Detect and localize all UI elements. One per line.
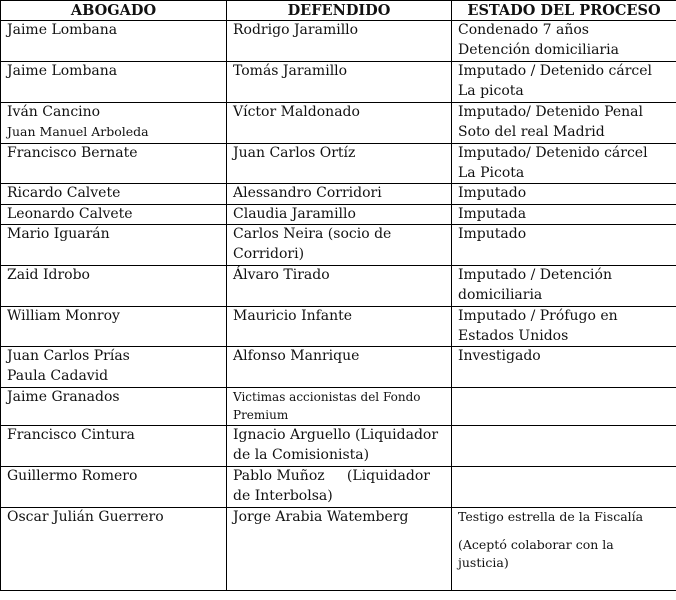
estado-text: (Aceptó colaborar con la — [458, 537, 614, 552]
defendido-cell — [227, 184, 452, 205]
abogado-name: Jaime Granados — [7, 389, 120, 405]
defendido-name: Rodrigo Jaramillo — [233, 22, 359, 38]
abogado-cell — [1, 21, 227, 62]
estado-cell — [452, 266, 676, 307]
estado-cell — [452, 307, 676, 347]
estado-text: Detención domiciliaria — [458, 41, 619, 58]
defendido-name: Pablo Muñoz (Liquidador — [233, 468, 430, 484]
abogado-cell — [1, 347, 227, 388]
table-row — [1, 144, 676, 184]
abogado-name: Ricardo Calvete — [7, 185, 121, 201]
defendido-cell — [227, 388, 452, 426]
defendido-cell — [227, 144, 452, 184]
abogado-cell — [1, 467, 227, 508]
estado-text: Condenado 7 años — [458, 22, 589, 38]
defendido-name: Corridori) — [233, 245, 305, 262]
defendido-cell — [227, 266, 452, 307]
abogado-name: Guillermo Romero — [7, 468, 138, 484]
estado-cell — [452, 426, 676, 467]
abogado-name: Francisco Bernate — [7, 145, 138, 161]
defendido-name: Jorge Arabia Watemberg — [233, 509, 409, 525]
estado-cell — [452, 508, 676, 591]
estado-cell — [452, 184, 676, 205]
estado-text: Estados Unidos — [458, 327, 569, 344]
abogado-cell — [1, 184, 227, 205]
estado-text: domiciliaria — [458, 286, 543, 303]
estado-cell — [452, 62, 676, 103]
estado-text: Imputado — [458, 226, 527, 242]
estado-text: La Picota — [458, 164, 525, 181]
estado-cell — [452, 467, 676, 508]
estado-text: Soto del real Madrid — [458, 123, 605, 140]
abogado-name: Francisco Cintura — [7, 427, 135, 443]
defendido-name: Ignacio Arguello (Liquidador — [233, 427, 439, 443]
defendido-cell — [227, 204, 452, 225]
estado-cell — [452, 103, 676, 144]
abogado-cell — [1, 388, 227, 426]
defendido-cell — [227, 62, 452, 103]
abogado-cell — [1, 144, 227, 184]
table-row — [1, 388, 676, 426]
abogado-cell — [1, 103, 227, 144]
defendido-cell — [227, 347, 452, 388]
estado-text: justicia) — [458, 555, 509, 570]
abogado-name: Jaime Lombana — [7, 63, 118, 79]
defendido-cell — [227, 467, 452, 508]
defendido-name: Álvaro Tirado — [233, 267, 330, 283]
table-row — [1, 426, 676, 467]
estado-cell — [452, 225, 676, 266]
abogado-cell — [1, 307, 227, 347]
abogado-name: William Monroy — [7, 308, 120, 324]
defendido-name: Alessandro Corridori — [233, 185, 382, 201]
table-row — [1, 204, 676, 225]
abogado-name: Zaid Idrobo — [7, 267, 90, 283]
estado-text: Imputado / Detenido cárcel — [458, 63, 653, 79]
defendido-name: Mauricio Infante — [233, 308, 353, 324]
table-row — [1, 467, 676, 508]
estado-text: Imputado — [458, 185, 527, 201]
abogado-name: Leonardo Calvete — [7, 205, 133, 222]
estado-cell — [452, 204, 676, 225]
estado-text: La picota — [458, 82, 524, 99]
header-row — [1, 1, 676, 21]
defendido-name: de la Comisionista) — [233, 446, 370, 463]
table-row — [1, 103, 676, 144]
spacer — [458, 526, 673, 536]
defendido-cell — [227, 103, 452, 144]
abogado-name: Juan Carlos Prías — [7, 348, 130, 364]
estado-cell — [452, 347, 676, 388]
estado-cell — [452, 144, 676, 184]
defendido-name: Premium — [233, 408, 289, 422]
defendido-name: Victimas accionistas del Fondo — [233, 390, 421, 404]
abogado-cell — [1, 426, 227, 467]
abogado-name: Juan Manuel Arboleda — [7, 123, 149, 139]
estado-text: Imputado/ Detenido Penal — [458, 104, 643, 120]
table-row — [1, 62, 676, 103]
header-defendido: DEFENDIDO — [227, 1, 452, 21]
estado-text: Imputado/ Detenido cárcel — [458, 145, 648, 161]
defendido-name: Carlos Neira (socio de — [233, 226, 392, 242]
abogado-name: Iván Cancino — [7, 104, 101, 120]
estado-text: Imputado / Prófugo en — [458, 308, 618, 324]
abogado-name: Paula Cadavid — [7, 367, 109, 384]
defendido-name: Tomás Jaramillo — [233, 63, 348, 79]
abogado-cell — [1, 204, 227, 225]
table-row — [1, 508, 676, 591]
table-row — [1, 347, 676, 388]
table-row — [1, 266, 676, 307]
abogado-cell — [1, 266, 227, 307]
abogado-cell — [1, 62, 227, 103]
table-row — [1, 225, 676, 266]
defendido-name: Claudia Jaramillo — [233, 205, 356, 222]
header-estado: ESTADO DEL PROCESO — [452, 1, 676, 21]
defendido-cell — [227, 225, 452, 266]
defendido-name: de Interbolsa) — [233, 487, 333, 504]
estado-cell — [452, 21, 676, 62]
table-row — [1, 307, 676, 347]
defendido-name: Víctor Maldonado — [233, 104, 360, 120]
abogado-name: Oscar Julián Guerrero — [7, 509, 164, 525]
abogado-name: Mario Iguarán — [7, 226, 110, 242]
defendido-name: Juan Carlos Ortíz — [233, 145, 356, 161]
abogado-name: Jaime Lombana — [7, 22, 118, 38]
estado-text: Imputada — [458, 205, 527, 222]
defendido-cell — [227, 21, 452, 62]
estado-text: Imputado / Detención — [458, 267, 612, 283]
defendido-cell — [227, 508, 452, 591]
table-row — [1, 184, 676, 205]
estado-cell — [452, 388, 676, 426]
estado-text: Testigo estrella de la Fiscalía — [458, 509, 644, 524]
defendido-cell — [227, 426, 452, 467]
defendido-name: Alfonso Manrique — [233, 348, 360, 364]
table-row — [1, 21, 676, 62]
abogado-cell — [1, 225, 227, 266]
abogado-cell — [1, 508, 227, 591]
header-abogado: ABOGADO — [1, 1, 227, 21]
estado-text: Investigado — [458, 348, 541, 364]
defendido-cell — [227, 307, 452, 347]
